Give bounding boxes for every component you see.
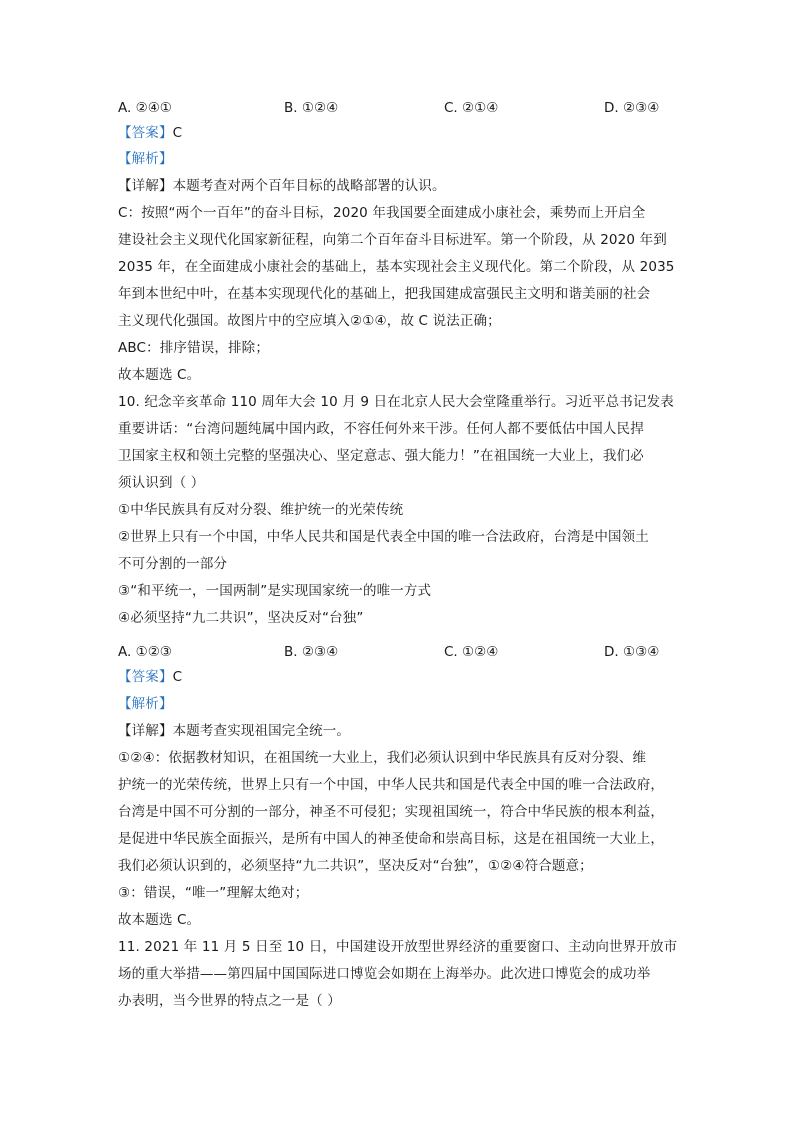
answer-value: C bbox=[172, 125, 183, 141]
q9-options bbox=[118, 99, 678, 117]
answer-value: C bbox=[172, 669, 183, 685]
q10-option-b: B. ②③④ bbox=[284, 644, 339, 660]
q10-explanation-line: 是促进中华民族全面振兴，是所有中国人的神圣使命和崇高目标，这是在祖国统一大业上， bbox=[118, 831, 664, 847]
q10-statement-2: ②世界上只有一个中国，中华人民共和国是代表全中国的唯一合法政府，台湾是中国领土 bbox=[118, 529, 649, 545]
detail-label: 【详解】 bbox=[118, 178, 173, 194]
q10-statement-1: ①中华民族具有反对分裂、维护统一的光荣传统 bbox=[118, 502, 404, 518]
q9-analysis-label: 【解析】 bbox=[118, 151, 173, 167]
q9-explanation-line: ABC：排序错误，排除； bbox=[118, 340, 269, 356]
answer-label: 【答案】 bbox=[118, 669, 173, 685]
q10-option-a: A. ①②③ bbox=[118, 644, 172, 660]
q10-statement-3: ③“和平统一，一国两制”是实现国家统一的唯一方式 bbox=[118, 583, 432, 599]
q10-explanation-line: ①②④：依据教材知识，在祖国统一大业上，我们必须认识到中华民族具有反对分裂、维 bbox=[118, 750, 647, 766]
q9-explanation-line: 年到本世纪中叶，在基本实现现代化的基础上，把我国建成富强民主文明和谐美丽的社会 bbox=[118, 286, 651, 302]
q11-stem-line: 场的重大举措——第四届中国国际进口博览会如期在上海举办。此次进口博览会的成功举 bbox=[118, 966, 651, 982]
q10-option-d: D. ①③④ bbox=[604, 644, 660, 660]
q9-explanation-line: C：按照“两个一百年”的奋斗目标，2020 年我国要全面建成小康社会，乘势而上开启全 bbox=[118, 205, 646, 221]
q9-detail: 【详解】本题考查对两个百年目标的战略部署的认识。 bbox=[118, 178, 446, 194]
q10-stem-line: 重要讲话：“台湾问题纯属中国内政，不容任何外来干涉。任何人都不要低估中国人民捍 bbox=[118, 421, 644, 437]
q10-stem-line: 10. 纪念辛亥革命 110 周年大会 10 月 9 日在北京人民大会堂隆重举行。习近平总书记发表 bbox=[118, 394, 674, 410]
q10-statement-4: ④必须坚持“九二共识”，坚决反对“台独” bbox=[118, 610, 364, 626]
q10-stem-line: 须认识到（ ） bbox=[118, 475, 205, 491]
q10-answer bbox=[118, 668, 678, 686]
q9-option-a: A. ②④① bbox=[118, 100, 172, 116]
q10-statement-2-cont: 不可分割的一部分 bbox=[118, 556, 228, 572]
q10-explanation-line: 护统一的光荣传统，世界上只有一个中国，中华人民共和国是代表全中国的唯一合法政府， bbox=[118, 777, 664, 793]
q11-stem-line: 办表明，当今世界的特点之一是（ ） bbox=[118, 993, 341, 1009]
q9-explanation-line: 主义现代化强国。故图片中的空应填入②①④，故 C 说法正确； bbox=[118, 313, 501, 329]
q9-conclusion: 故本题选 C。 bbox=[118, 367, 201, 383]
q9-option-c: C. ②①④ bbox=[444, 100, 499, 116]
q10-explanation-line: 台湾是中国不可分割的一部分，神圣不可侵犯；实现祖国统一，符合中华民族的根本利益， bbox=[118, 804, 664, 820]
q10-explanation-line: ③：错误，“唯一”理解太绝对； bbox=[118, 885, 309, 901]
q10-conclusion: 故本题选 C。 bbox=[118, 912, 201, 928]
q10-explanation-line: 我们必须认识到的，必须坚持“九二共识”，坚决反对“台独”，①②④符合题意； bbox=[118, 858, 593, 874]
q11-stem-line: 11. 2021 年 11 月 5 日至 10 日，中国建设开放型世界经济的重要窗口、主动向世界开放市 bbox=[118, 939, 678, 955]
detail-label: 【详解】 bbox=[118, 723, 173, 739]
q9-option-b: B. ①②④ bbox=[284, 100, 339, 116]
q9-explanation-line: 建设社会主义现代化国家新征程，向第二个百年奋斗目标进军。第一个阶段，从 2020 年到 bbox=[118, 232, 667, 248]
q10-detail: 【详解】本题考查实现祖国完全统一。 bbox=[118, 723, 351, 739]
q10-options bbox=[118, 643, 678, 661]
q10-option-c: C. ①②④ bbox=[444, 644, 499, 660]
q10-analysis-label: 【解析】 bbox=[118, 696, 173, 712]
q10-stem-line: 卫国家主权和领土完整的坚强决心、坚定意志、强大能力！”在祖国统一大业上，我们必 bbox=[118, 448, 644, 464]
q9-answer bbox=[118, 124, 678, 142]
q9-explanation-line: 2035 年，在全面建成小康社会的基础上，基本实现社会主义现代化。第二个阶段，从 2035 bbox=[118, 259, 675, 275]
answer-label: 【答案】 bbox=[118, 125, 173, 141]
q9-option-d: D. ②③④ bbox=[604, 100, 660, 116]
